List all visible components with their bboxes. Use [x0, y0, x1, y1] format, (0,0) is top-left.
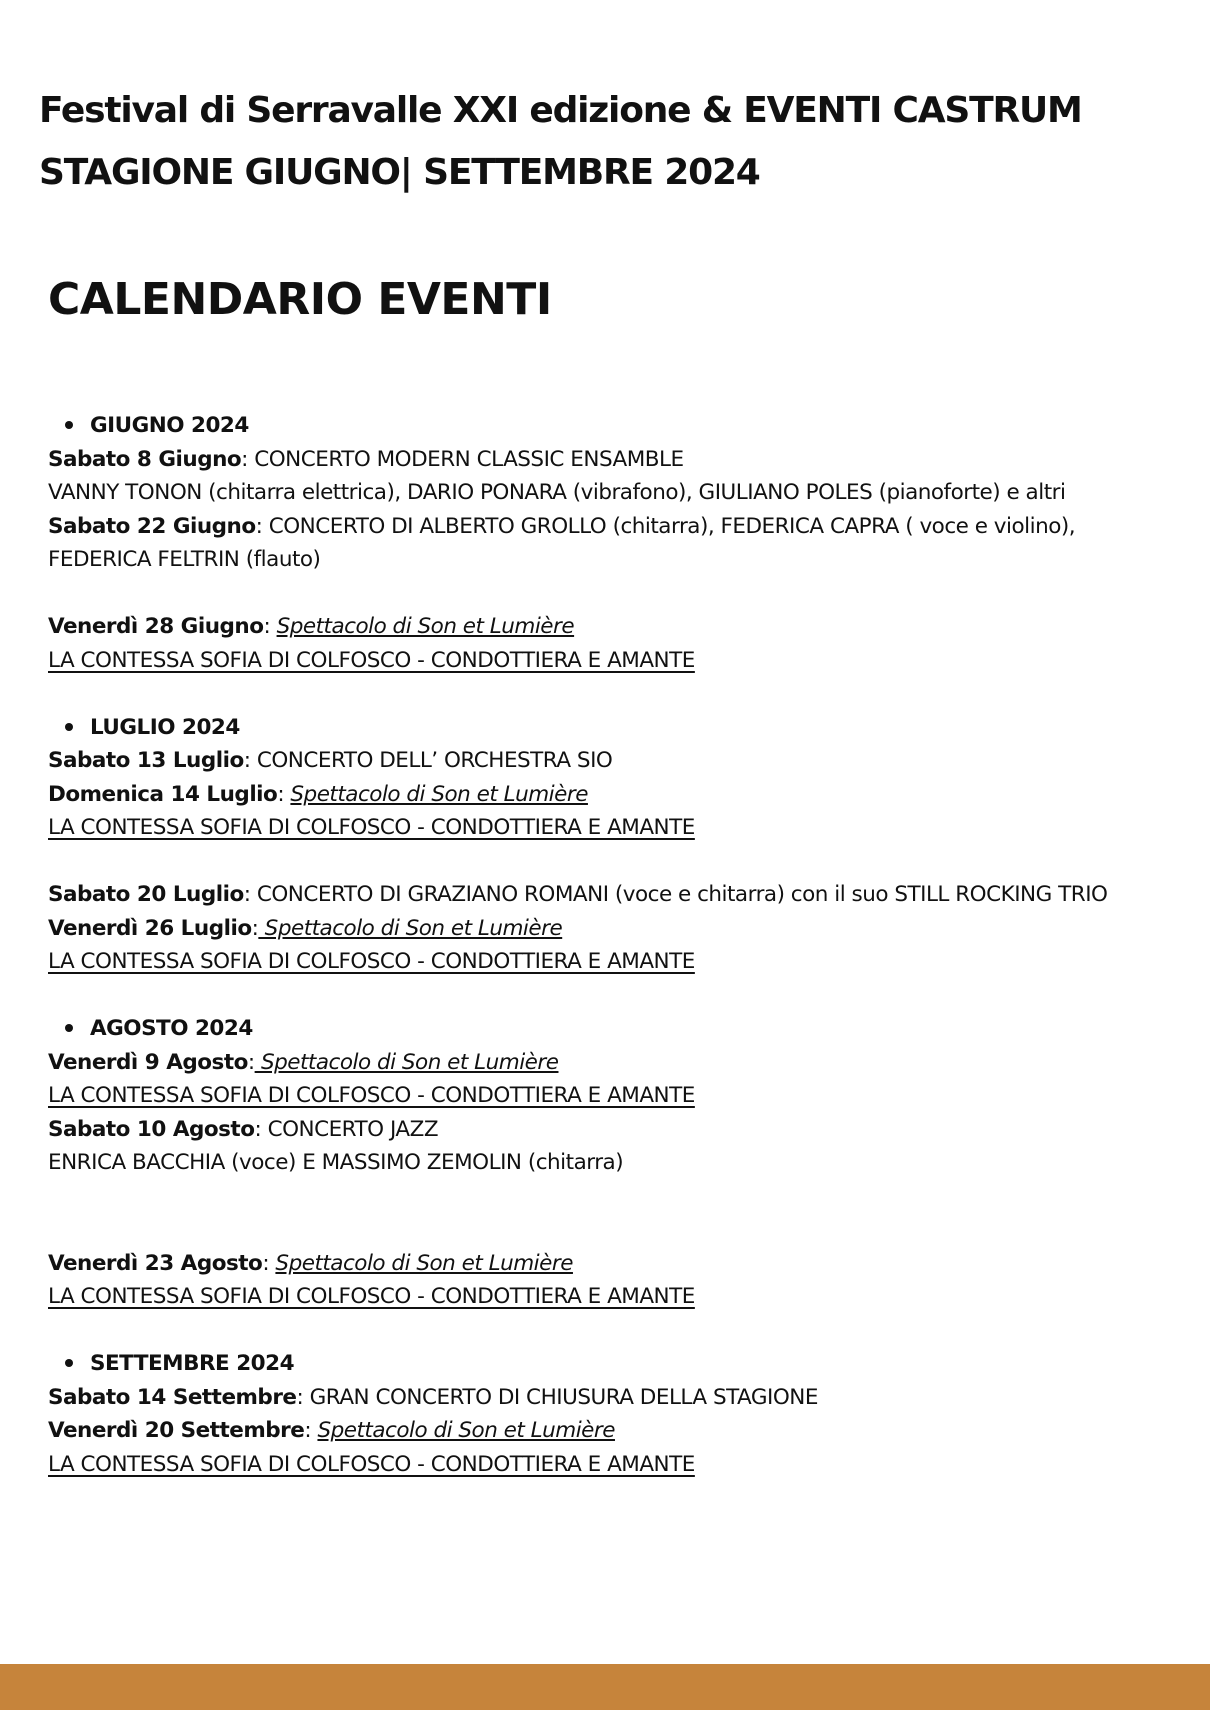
- show-link[interactable]: Spettacolo di Son et Lumière: [290, 781, 588, 807]
- show-title-link[interactable]: LA CONTESSA SOFIA DI COLFOSCO - CONDOTTIERA E AMANTE: [48, 647, 695, 673]
- event-item: [48, 912, 1198, 946]
- separator: :: [243, 882, 257, 907]
- event-item: [48, 1280, 1198, 1314]
- event-date: Sabato 13 Luglio: [48, 748, 244, 773]
- event-date: Venerdì 23 Agosto: [48, 1250, 263, 1276]
- footer-bar: [0, 1664, 1210, 1710]
- season-subtitle: STAGIONE GIUGNO| SETTEMBRE 2024: [39, 152, 760, 193]
- event-item: [48, 945, 1198, 979]
- event-item: [48, 744, 1198, 778]
- month-label: AGOSTO 2024: [90, 1016, 253, 1041]
- event-item: [48, 1381, 1198, 1415]
- separator: :: [263, 614, 277, 639]
- show-link[interactable]: Spettacolo di Son et Lumière: [258, 915, 563, 941]
- event-item: [48, 1448, 1198, 1482]
- month-heading-giugno: [48, 409, 1198, 443]
- event-description: GRAN CONCERTO DI CHIUSURA DELLA STAGIONE: [309, 1384, 818, 1410]
- separator: :: [296, 1384, 310, 1410]
- month-label: SETTEMBRE 2024: [90, 1351, 295, 1376]
- bullet-icon: [65, 1024, 73, 1032]
- event-performers: FEDERICA FELTRIN (flauto): [48, 547, 321, 572]
- spacer: [48, 1314, 1198, 1348]
- event-date: Sabato 20 Luglio: [48, 882, 244, 907]
- event-calendar: [48, 409, 1198, 1481]
- spacer: [48, 677, 1198, 711]
- show-title-link[interactable]: LA CONTESSA SOFIA DI COLFOSCO - CONDOTTIERA E AMANTE: [48, 949, 695, 974]
- festival-title: Festival di Serravalle XXI edizione & EVENTI CASTRUM: [39, 90, 1082, 131]
- month-heading-settembre: [48, 1347, 1198, 1381]
- event-description: CONCERTO DI ALBERTO GROLLO (chitarra), FEDERICA CAPRA ( voce e violino),: [268, 513, 1076, 539]
- separator: :: [251, 915, 259, 941]
- event-performers: VANNY TONON (chitarra elettrica), DARIO PONARA (vibrafono), GIULIANO POLES (pianoforte) e altri: [48, 480, 1066, 505]
- event-item: [48, 644, 1198, 678]
- event-item: [48, 1247, 1198, 1281]
- separator: :: [247, 1049, 255, 1075]
- month-heading-agosto: [48, 1012, 1198, 1046]
- show-title-link[interactable]: LA CONTESSA SOFIA DI COLFOSCO - CONDOTTIERA E AMANTE: [48, 1284, 695, 1309]
- bullet-icon: [65, 1359, 73, 1367]
- event-description: CONCERTO JAZZ: [267, 1116, 439, 1142]
- separator: :: [262, 1250, 276, 1276]
- event-date: Venerdì 20 Settembre: [48, 1418, 305, 1443]
- event-date: Domenica 14 Luglio: [48, 781, 278, 807]
- event-item: [48, 1414, 1198, 1448]
- month-label: GIUGNO 2024: [90, 413, 249, 438]
- separator: :: [254, 1116, 268, 1142]
- show-title-link[interactable]: LA CONTESSA SOFIA DI COLFOSCO - CONDOTTIERA E AMANTE: [48, 815, 695, 840]
- event-date: Sabato 14 Settembre: [48, 1384, 297, 1410]
- event-item: [48, 1113, 1198, 1147]
- page-header: [39, 80, 1179, 204]
- event-item: [48, 878, 1198, 912]
- event-item: [48, 1079, 1198, 1113]
- event-date: Venerdì 28 Giugno: [48, 614, 264, 639]
- separator: :: [277, 781, 291, 807]
- bullet-icon: [65, 421, 73, 429]
- show-title-link[interactable]: LA CONTESSA SOFIA DI COLFOSCO - CONDOTTIERA E AMANTE: [48, 1451, 695, 1477]
- show-link[interactable]: Spettacolo di Son et Lumière: [275, 1250, 573, 1276]
- event-description: CONCERTO DI GRAZIANO ROMANI (voce e chitarra) con il suo STILL ROCKING TRIO: [256, 882, 1108, 907]
- page-title: CALENDARIO EVENTI: [48, 274, 552, 325]
- event-item: [48, 1046, 1198, 1080]
- event-item: [48, 778, 1198, 812]
- spacer: [48, 1180, 1198, 1247]
- event-performers: ENRICA BACCHIA (voce) E MASSIMO ZEMOLIN (chitarra): [48, 1150, 624, 1175]
- separator: :: [241, 446, 255, 472]
- spacer: [48, 845, 1198, 879]
- event-date: Venerdì 9 Agosto: [48, 1049, 248, 1075]
- event-date: Sabato 8 Giugno: [48, 446, 242, 472]
- separator: :: [243, 748, 257, 773]
- show-link[interactable]: Spettacolo di Son et Lumière: [254, 1049, 559, 1075]
- show-title-link[interactable]: LA CONTESSA SOFIA DI COLFOSCO - CONDOTTIERA E AMANTE: [48, 1083, 695, 1108]
- separator: :: [304, 1418, 318, 1443]
- event-item: [48, 443, 1198, 477]
- separator: :: [255, 513, 269, 539]
- event-description: CONCERTO MODERN CLASSIC ENSAMBLE: [254, 446, 684, 472]
- month-label: LUGLIO 2024: [90, 714, 240, 740]
- event-date: Venerdì 26 Luglio: [48, 915, 252, 941]
- event-item: [48, 510, 1198, 544]
- show-link[interactable]: Spettacolo di Son et Lumière: [317, 1418, 615, 1443]
- spacer: [48, 577, 1198, 611]
- spacer: [48, 979, 1198, 1013]
- event-date: Sabato 22 Giugno: [48, 513, 256, 539]
- show-link[interactable]: Spettacolo di Son et Lumière: [276, 614, 575, 639]
- month-heading-luglio: [48, 711, 1198, 745]
- event-description: CONCERTO DELL’ ORCHESTRA SIO: [256, 748, 613, 773]
- event-item: [48, 610, 1198, 644]
- bullet-icon: [65, 723, 73, 731]
- event-item: [48, 811, 1198, 845]
- event-date: Sabato 10 Agosto: [48, 1116, 255, 1142]
